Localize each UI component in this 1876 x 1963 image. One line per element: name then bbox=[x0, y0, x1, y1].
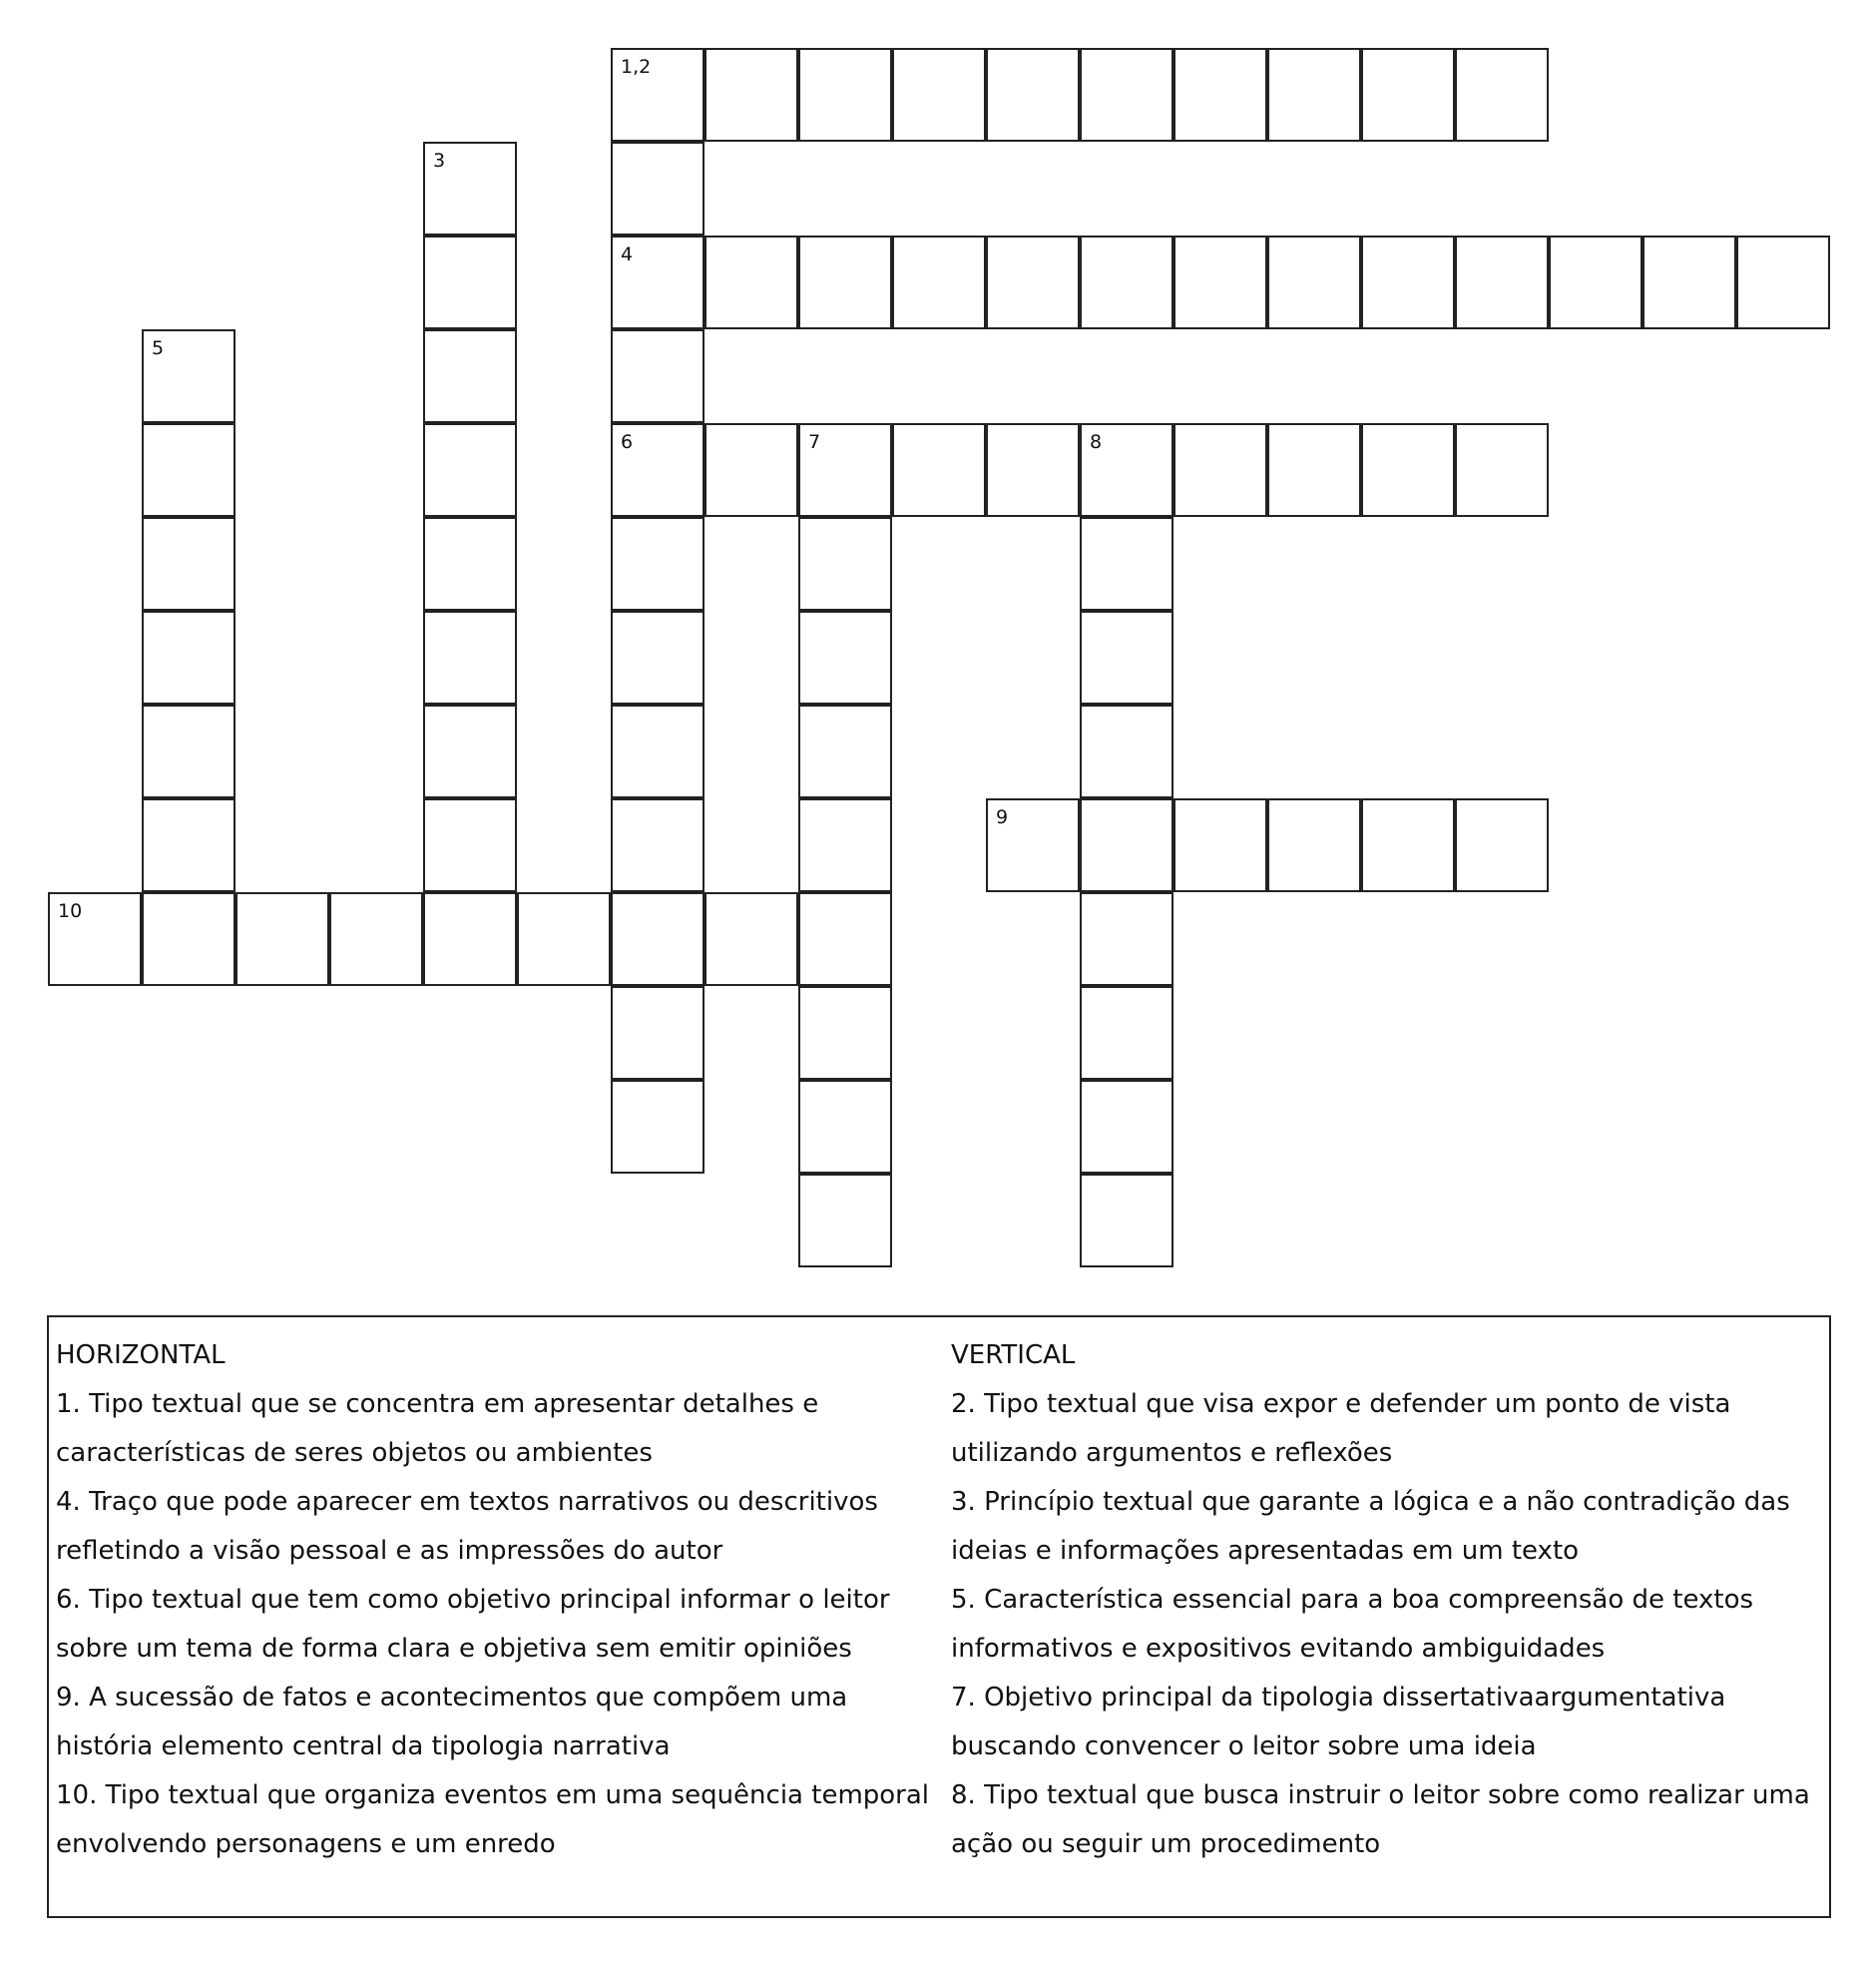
grid-cell[interactable] bbox=[423, 611, 517, 705]
clue-number: 1,2 bbox=[621, 56, 652, 78]
grid-cell[interactable] bbox=[1080, 611, 1173, 705]
grid-cell[interactable] bbox=[1080, 1174, 1173, 1267]
grid-cell[interactable] bbox=[1173, 798, 1267, 892]
grid-cell[interactable] bbox=[611, 142, 704, 236]
grid-cell[interactable] bbox=[798, 1080, 892, 1174]
grid-cell[interactable] bbox=[1361, 236, 1455, 329]
grid-cell[interactable] bbox=[1173, 236, 1267, 329]
grid-cell[interactable] bbox=[423, 329, 517, 423]
clue-horizontal-9: 9. A sucessão de fatos e acontecimentos que compõem uma história elemento central da tipologia narrativa bbox=[56, 1683, 848, 1761]
grid-cell[interactable] bbox=[1267, 236, 1361, 329]
grid-cell[interactable] bbox=[798, 705, 892, 798]
grid-cell[interactable] bbox=[1080, 48, 1173, 142]
grid-cell[interactable] bbox=[423, 705, 517, 798]
grid-cell[interactable] bbox=[1267, 48, 1361, 142]
grid-cell[interactable] bbox=[235, 892, 329, 986]
grid-cell[interactable] bbox=[1080, 892, 1173, 986]
grid-cell[interactable] bbox=[1080, 517, 1173, 611]
clue-horizontal-10: 10. Tipo textual que organiza eventos em uma sequência temporal envolvendo personagens e um enredo bbox=[56, 1780, 930, 1859]
grid-cell[interactable] bbox=[611, 705, 704, 798]
grid-cell[interactable] bbox=[986, 798, 1080, 892]
clue-number: 8 bbox=[1090, 431, 1103, 453]
clue-vertical-5: 5. Característica essencial para a boa compreensão de textos informativos e expositivos evitando ambiguidades bbox=[951, 1585, 1754, 1664]
grid-cell[interactable] bbox=[611, 611, 704, 705]
grid-cell[interactable] bbox=[142, 892, 235, 986]
grid-cell[interactable] bbox=[611, 1080, 704, 1174]
grid-cell[interactable] bbox=[798, 798, 892, 892]
clue-number: 9 bbox=[996, 806, 1009, 828]
grid-cell[interactable] bbox=[798, 48, 892, 142]
grid-cell[interactable] bbox=[986, 236, 1080, 329]
grid-cell[interactable] bbox=[704, 423, 798, 517]
grid-cell[interactable] bbox=[704, 48, 798, 142]
grid-cell[interactable] bbox=[611, 892, 704, 986]
grid-cell[interactable] bbox=[142, 423, 235, 517]
grid-cell[interactable] bbox=[423, 517, 517, 611]
grid-cell[interactable] bbox=[1455, 48, 1549, 142]
grid-cell[interactable] bbox=[611, 517, 704, 611]
grid-cell[interactable] bbox=[798, 986, 892, 1080]
grid-cell[interactable] bbox=[1080, 1080, 1173, 1174]
clue-number: 4 bbox=[621, 244, 634, 265]
grid-cell[interactable] bbox=[1549, 236, 1642, 329]
grid-cell[interactable] bbox=[1173, 423, 1267, 517]
vertical-clues bbox=[951, 1331, 1829, 1869]
grid-cell[interactable] bbox=[798, 423, 892, 517]
grid-cell[interactable] bbox=[892, 423, 986, 517]
clue-box bbox=[47, 1315, 1831, 1918]
grid-cell[interactable] bbox=[142, 517, 235, 611]
grid-cell[interactable] bbox=[423, 142, 517, 236]
grid-cell[interactable] bbox=[48, 892, 142, 986]
grid-cell[interactable] bbox=[704, 236, 798, 329]
clue-vertical-3: 3. Princípio textual que garante a lógica e a não contradição das ideias e informações apresentadas em um texto bbox=[951, 1487, 1790, 1566]
clue-number: 10 bbox=[58, 900, 83, 922]
grid-cell[interactable] bbox=[517, 892, 611, 986]
clue-horizontal-6: 6. Tipo textual que tem como objetivo principal informar o leitor sobre um tema de forma clara e objetiva sem emitir opiniões bbox=[56, 1585, 890, 1664]
clue-horizontal-1: 1. Tipo textual que se concentra em apresentar detalhes e características de seres objetos ou ambientes bbox=[56, 1389, 819, 1468]
grid-cell[interactable] bbox=[892, 48, 986, 142]
grid-cell[interactable] bbox=[1080, 798, 1173, 892]
grid-cell[interactable] bbox=[423, 236, 517, 329]
horizontal-clues bbox=[56, 1331, 934, 1869]
grid-cell[interactable] bbox=[1736, 236, 1830, 329]
grid-cell[interactable] bbox=[1267, 798, 1361, 892]
vertical-heading: VERTICAL bbox=[951, 1340, 1076, 1370]
grid-cell[interactable] bbox=[142, 798, 235, 892]
clue-number: 6 bbox=[621, 431, 634, 453]
grid-cell[interactable] bbox=[986, 48, 1080, 142]
grid-cell[interactable] bbox=[1361, 48, 1455, 142]
grid-cell[interactable] bbox=[423, 892, 517, 986]
clue-vertical-8: 8. Tipo textual que busca instruir o leitor sobre como realizar uma ação ou seguir um procedimento bbox=[951, 1780, 1810, 1859]
grid-cell[interactable] bbox=[423, 798, 517, 892]
grid-cell[interactable] bbox=[798, 236, 892, 329]
grid-cell[interactable] bbox=[611, 236, 704, 329]
clue-vertical-7: 7. Objetivo principal da tipologia dissertativaargumentativa buscando convencer o leitor sobre uma ideia bbox=[951, 1683, 1726, 1761]
grid-cell[interactable] bbox=[1080, 423, 1173, 517]
grid-cell[interactable] bbox=[798, 892, 892, 986]
grid-cell[interactable] bbox=[1455, 236, 1549, 329]
grid-cell[interactable] bbox=[798, 517, 892, 611]
grid-cell[interactable] bbox=[142, 705, 235, 798]
grid-cell[interactable] bbox=[798, 1174, 892, 1267]
grid-cell[interactable] bbox=[611, 329, 704, 423]
grid-cell[interactable] bbox=[1080, 705, 1173, 798]
grid-cell[interactable] bbox=[611, 48, 704, 142]
grid-cell[interactable] bbox=[892, 236, 986, 329]
grid-cell[interactable] bbox=[611, 798, 704, 892]
grid-cell[interactable] bbox=[704, 892, 798, 986]
grid-cell[interactable] bbox=[611, 423, 704, 517]
grid-cell[interactable] bbox=[1361, 798, 1455, 892]
grid-cell[interactable] bbox=[1642, 236, 1736, 329]
clue-vertical-2: 2. Tipo textual que visa expor e defender um ponto de vista utilizando argumentos e reflexões bbox=[951, 1389, 1731, 1468]
clue-number: 7 bbox=[808, 431, 821, 453]
grid-cell[interactable] bbox=[1267, 423, 1361, 517]
clue-number: 3 bbox=[433, 150, 446, 172]
grid-cell[interactable] bbox=[142, 329, 235, 423]
grid-cell[interactable] bbox=[986, 423, 1080, 517]
grid-cell[interactable] bbox=[329, 892, 423, 986]
grid-cell[interactable] bbox=[1455, 798, 1549, 892]
horizontal-heading: HORIZONTAL bbox=[56, 1340, 226, 1370]
grid-cell[interactable] bbox=[142, 611, 235, 705]
grid-cell[interactable] bbox=[423, 423, 517, 517]
clue-horizontal-4: 4. Traço que pode aparecer em textos narrativos ou descritivos refletindo a visão pessoal e as impressões do autor bbox=[56, 1487, 878, 1566]
grid-cell[interactable] bbox=[1455, 423, 1549, 517]
grid-cell[interactable] bbox=[1080, 236, 1173, 329]
grid-cell[interactable] bbox=[798, 611, 892, 705]
clue-number: 5 bbox=[152, 337, 165, 359]
grid-cell[interactable] bbox=[1080, 986, 1173, 1080]
grid-cell[interactable] bbox=[611, 986, 704, 1080]
grid-cell[interactable] bbox=[1173, 48, 1267, 142]
grid-cell[interactable] bbox=[1361, 423, 1455, 517]
